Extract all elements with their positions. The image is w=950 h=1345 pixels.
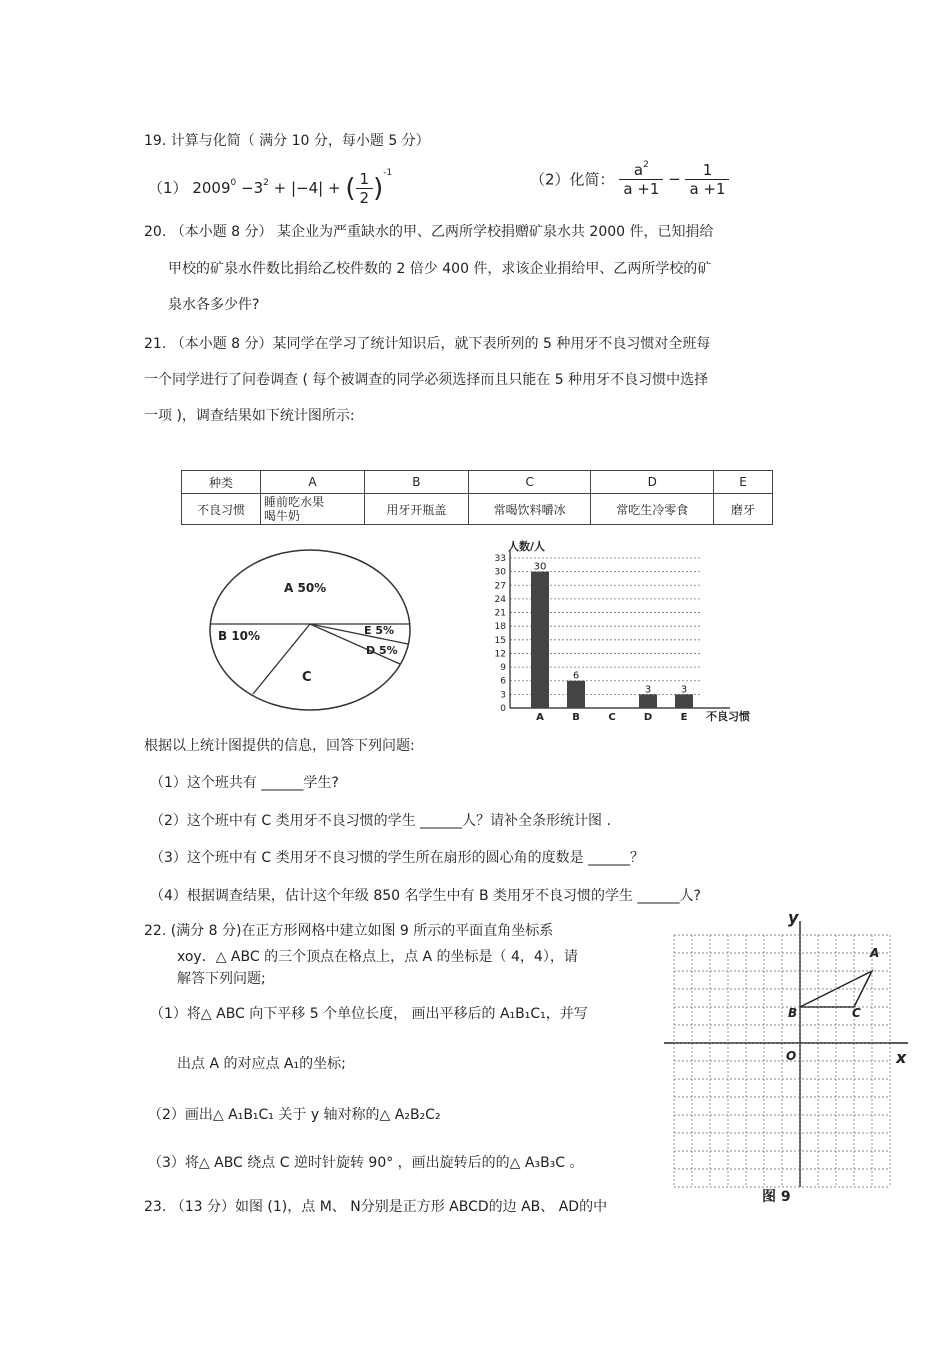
q21-line3: 一项 )，调查结果如下统计图所示:: [144, 408, 355, 424]
bar-data-label: 3: [644, 684, 652, 696]
q21-after-chart: 根据以上统计图提供的信息，回答下列问题:: [144, 738, 415, 754]
bar-chart: [470, 536, 770, 726]
q19-p2-minus: −: [668, 170, 681, 188]
bar-ytick-label: 6: [500, 676, 506, 687]
fig-y-label: y: [788, 908, 799, 927]
bar-ytick-label: 30: [494, 567, 506, 578]
q20-line3: 泉水各多少件?: [168, 297, 260, 313]
q19-p1-b: −3: [241, 179, 264, 197]
th-d: D: [591, 471, 714, 494]
habits-table: [181, 470, 773, 525]
pie-label-b: B 10%: [218, 629, 261, 643]
q19-p1-a: 2009: [192, 179, 231, 197]
fig-c-label: C: [852, 1006, 861, 1020]
pie-label-c: C: [302, 670, 312, 685]
th-b: B: [364, 471, 468, 494]
bar-xtick-label: E: [680, 712, 688, 723]
td-a-line1: 睡前吃水果: [264, 495, 325, 509]
bar-ytick-label: 21: [494, 608, 506, 619]
q22-s3: （3）将△ ABC 绕点 C 逆时针旋转 90° ，画出旋转后的的△ A₃B₃C 。: [148, 1155, 584, 1171]
bar-ytick-label: 33: [494, 554, 506, 564]
habits-header-row: [182, 471, 773, 494]
q22-line3: 解答下列问题;: [177, 971, 266, 987]
bar-ytick-label: 27: [494, 581, 506, 592]
bar-xtick-label: A: [536, 712, 544, 723]
td-row-label: 不良习惯: [182, 494, 261, 525]
bar-data-label: 3: [680, 684, 688, 696]
figure-9-grid: [662, 905, 908, 1205]
q19-p1-supneg1: -1: [383, 168, 393, 178]
q22-s2: （2）画出△ A₁B₁C₁ 关于 y 轴对称的△ A₂B₂C₂: [148, 1107, 441, 1123]
bar-ytick-label: 18: [494, 622, 506, 633]
pie-label-a: A 50%: [284, 581, 327, 595]
td-b: 用牙开瓶盖: [364, 494, 468, 525]
q22-line1: 22. (满分 8 分)在正方形网格中建立如图 9 所示的平面直角坐标系: [144, 923, 554, 939]
q19-p1-frac: $\frac{1}{2}$: [356, 170, 374, 207]
bar-d: [639, 694, 657, 708]
q21-sub3: （3）这个班中有 C 类用牙不良习惯的学生所在扇形的圆心角的度数是 ______？: [150, 850, 645, 866]
bar-e: [675, 694, 693, 708]
pie-label-e: E 5%: [364, 624, 395, 637]
q19-p1-c: + |−4| +: [273, 179, 341, 197]
td-a: [261, 494, 365, 525]
bar-ylabel: 人数/人: [508, 540, 546, 553]
q22-line2: xoy．△ ABC 的三个顶点在格点上，点 A 的坐标是（ 4，4），请: [177, 949, 578, 965]
q22-s1a: （1）将△ ABC 向下平移 5 个单位长度， 画出平移后的 A₁B₁C₁，并写: [150, 1006, 588, 1022]
q23-line1: 23. （13 分）如图 (1)，点 M、 N分别是正方形 ABCD的边 AB、 AD的中: [144, 1199, 608, 1215]
th-kind: 种类: [182, 471, 261, 494]
bar-ytick-label: 9: [500, 663, 506, 674]
q21-sub2: （2）这个班中有 C 类用牙不良习惯的学生 ______人？请补全条形统计图 .: [150, 813, 611, 829]
q19-p1-sup2: 2: [263, 178, 269, 188]
pie-label-d: D 5%: [366, 644, 398, 657]
bar-xtick-label: C: [608, 712, 616, 723]
th-e: E: [714, 471, 773, 494]
bar-a: [531, 572, 549, 708]
q19-part1: （1） $2009^0 -3^2 + |-4|$ + ( $\frac{1}{2}$ )$^{-1}$: [148, 168, 393, 207]
th-c: C: [468, 471, 591, 494]
q21-line2: 一个同学进行了问卷调查 ( 每个被调查的同学必须选择而且只能在 5 种用牙不良习惯中选择: [144, 372, 709, 388]
td-a-line2: 喝牛奶: [264, 509, 301, 523]
fig-x-label: x: [896, 1048, 907, 1067]
q19-header: 19. 计算与化简（ 满分 10 分，每小题 5 分）: [144, 133, 430, 149]
bar-ytick-label: 24: [494, 594, 506, 605]
q19-p2-frac2: $\frac{1}{a +1}$: [685, 161, 729, 198]
q21-line1: 21. （本小题 8 分）某同学在学习了统计知识后，就下表所列的 5 种用牙不良习惯对全班每: [144, 336, 711, 352]
fig-b-label: B: [788, 1006, 798, 1020]
bar-b: [567, 681, 585, 708]
bar-ytick-label: 12: [494, 649, 506, 660]
habits-data-row: [182, 494, 773, 525]
q21-sub1: （1）这个班共有 ______学生?: [150, 775, 339, 791]
bar-ytick-label: 15: [494, 635, 506, 646]
q19-p1-label: （1）: [148, 179, 188, 197]
th-a: A: [261, 471, 365, 494]
q22-s1b: 出点 A 的对应点 A₁的坐标;: [177, 1056, 346, 1072]
q19-p2-label: （2）化简：: [530, 170, 615, 189]
bar-xtick-label: D: [643, 712, 653, 723]
bar-xlabel: 不良习惯: [706, 710, 750, 723]
td-e: 磨牙: [714, 494, 773, 525]
bar-ytick-label: 0: [500, 704, 506, 714]
td-c: 常喝饮料嚼冰: [468, 494, 591, 525]
bar-ytick-label: 3: [500, 690, 506, 701]
q20-line2: 甲校的矿泉水件数比捐给乙校件数的 2 倍少 400 件，求该企业捐给甲、乙两所学校的矿: [168, 261, 712, 277]
pie-chart: [200, 548, 420, 718]
fig-a-label: A: [870, 946, 880, 960]
q21-sub4: （4）根据调查结果，估计这个年级 850 名学生中有 B 类用牙不良习惯的学生 ______人?: [150, 888, 701, 904]
fig-caption: 图 9: [762, 1189, 791, 1205]
td-d: 常吃生冷零食: [591, 494, 714, 525]
fig-o-label: O: [786, 1049, 797, 1063]
bar-data-label: 6: [572, 670, 580, 682]
q19-p2-frac1: $\frac{a^2}{a +1}$: [619, 160, 663, 198]
bar-xtick-label: B: [572, 712, 580, 723]
bar-data-label: 30: [533, 561, 547, 573]
q19-p1-sup0: 0: [230, 178, 237, 188]
q19-part2: [530, 160, 729, 198]
q20-line1: 20. （本小题 8 分） 某企业为严重缺水的甲、乙两所学校捐赠矿泉水共 2000 件，已知捐给: [144, 224, 714, 240]
